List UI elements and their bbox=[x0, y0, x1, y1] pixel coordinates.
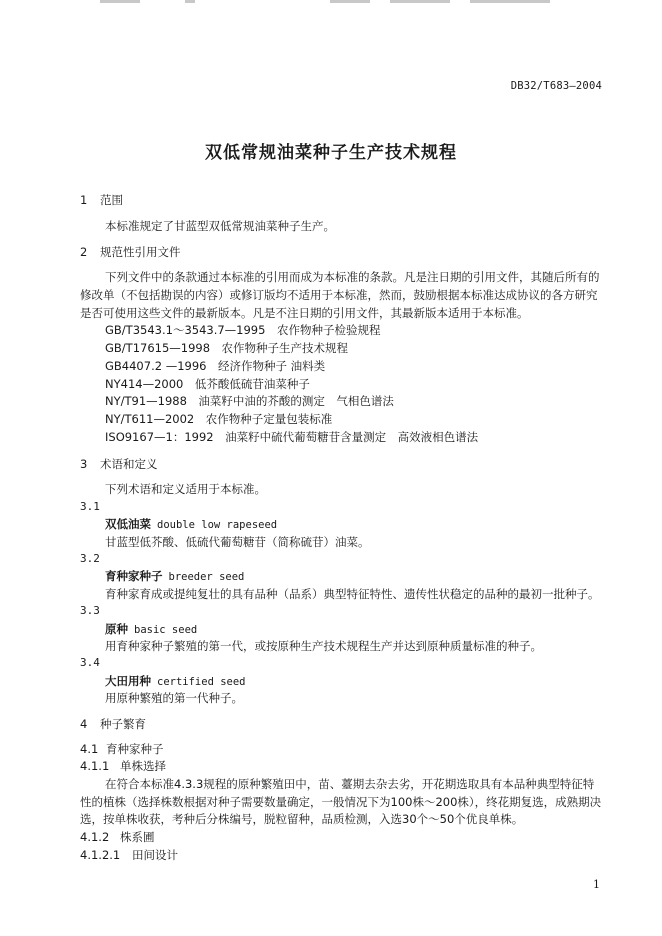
section-3-intro: 下列术语和定义适用于本标准。 bbox=[105, 482, 266, 496]
subsection-heading: 4.1.2 株系圃 bbox=[80, 830, 155, 844]
term-definition: 用原种繁殖的第一代种子。 bbox=[105, 691, 243, 705]
subsection-body-line: 在符合本标准4.3.3规程的原种繁殖田中，苗、薹期去杂去劣，开花期选取具有本品种典型特征特 bbox=[105, 777, 595, 791]
term-number: 3.4 bbox=[80, 656, 100, 669]
term-number: 3.3 bbox=[80, 604, 100, 617]
term-definition: 育种家育成或提纯复壮的具有品种（品系）典型特征特性、遗传性状稳定的品种的最初一批种子。 bbox=[105, 587, 600, 601]
section-2-body-line: 下列文件中的条款通过本标准的引用而成为本标准的条款。凡是注日期的引用文件，其随后所有的 bbox=[105, 270, 600, 284]
document-code: DB32/T683—2004 bbox=[510, 80, 602, 92]
reference-item: NY/T611—2002 农作物种子定量包装标准 bbox=[105, 412, 333, 426]
section-3-heading: 3 术语和定义 bbox=[80, 457, 158, 471]
reference-item: NY414—2000 低芥酸低硫苷油菜种子 bbox=[105, 377, 310, 391]
section-2-heading: 2 规范性引用文件 bbox=[80, 245, 181, 259]
document-title: 双低常规油菜种子生产技术规程 bbox=[205, 143, 457, 163]
subsection-body-line: 性的植株（选择株数根据对种子需要数量确定，一般情况下为100株～200株），终花期复选，成熟期决 bbox=[80, 795, 602, 809]
page-number: 1 bbox=[593, 878, 600, 891]
term-definition: 甘蓝型低芥酸、低硫代葡萄糖苷（简称硫苷）油菜。 bbox=[105, 535, 370, 549]
subsection-heading: 4.1.1 单株选择 bbox=[80, 759, 166, 773]
section-2-body-line: 修改单（不包括勘误的内容）或修订版均不适用于本标准，然而，鼓励根据本标准达成协议的各方研究 bbox=[80, 288, 598, 302]
section-1-heading: 1 范围 bbox=[80, 193, 123, 207]
reference-item: ISO9167—1：1992 油菜籽中硫代葡萄糖苷含量测定 高效液相色谱法 bbox=[105, 430, 479, 444]
term-name: 原种 basic seed bbox=[105, 622, 198, 636]
section-4-heading: 4 种子繁育 bbox=[80, 717, 146, 731]
top-scan-marks bbox=[0, 0, 662, 6]
subsection-heading: 4.1.2.1 田间设计 bbox=[80, 848, 178, 862]
term-number: 3.2 bbox=[80, 552, 100, 565]
reference-item: GB/T17615—1998 农作物种子生产技术规程 bbox=[105, 341, 349, 355]
term-number: 3.1 bbox=[80, 500, 100, 513]
subsection-body-line: 选，按单株收获，考种后分株编号，脱粒留种，品质检测，入选30个～50个优良单株。 bbox=[80, 812, 524, 826]
section-2-body-line: 是否可使用这些文件的最新版本。凡是不注日期的引用文件，其最新版本适用于本标准。 bbox=[80, 306, 529, 320]
term-name: 育种家种子 breeder seed bbox=[105, 569, 245, 583]
term-name: 双低油菜 double low rapeseed bbox=[105, 517, 278, 531]
term-definition: 用育种家种子繁殖的第一代，或按原种生产技术规程生产并达到原种质量标准的种子。 bbox=[105, 639, 542, 653]
reference-item: NY/T91—1988 油菜籽中油的芥酸的测定 气相色谱法 bbox=[105, 394, 394, 408]
section-1-body: 本标准规定了甘蓝型双低常规油菜种子生产。 bbox=[105, 219, 335, 233]
reference-item: GB4407.2 —1996 经济作物种子 油料类 bbox=[105, 359, 326, 373]
subsection-heading: 4.1 育种家种子 bbox=[80, 742, 164, 756]
term-name: 大田用种 certified seed bbox=[105, 674, 246, 688]
reference-item: GB/T3543.1～3543.7—1995 农作物种子检验规程 bbox=[105, 323, 381, 337]
